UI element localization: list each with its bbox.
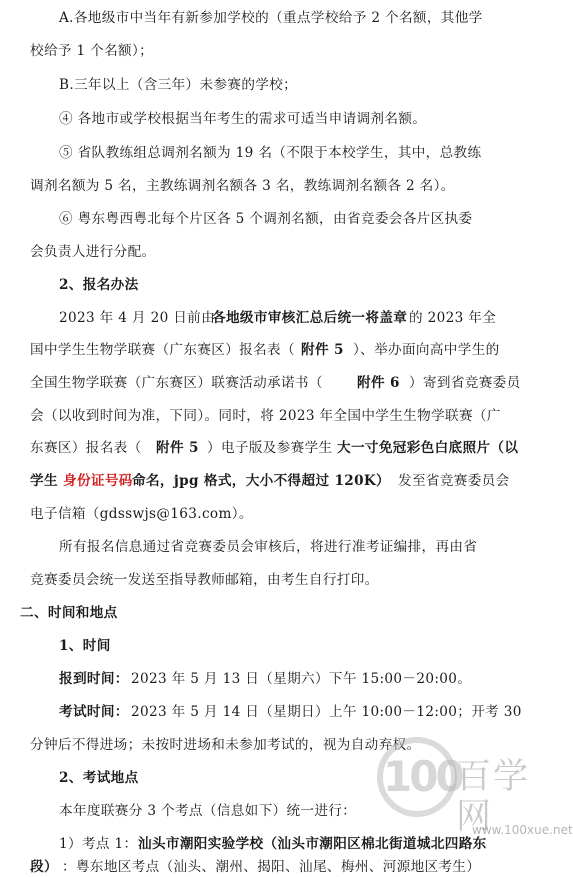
text-run: 2023 年 4 月 20 日前由	[59, 310, 216, 326]
bold-run: 附件 5	[301, 342, 344, 358]
section-heading	[0, 603, 556, 623]
text-run: ）电子版及参赛学生	[207, 440, 333, 456]
paragraph-line	[0, 702, 556, 722]
bold-run: 命名，jpg 格式，大小不得超过 120K）	[132, 473, 391, 489]
bold-run: 附件 5	[156, 440, 199, 456]
text-run: 本年度联赛分 3 个考点（信息如下）统一进行：	[59, 803, 357, 819]
paragraph-line	[0, 242, 556, 262]
paragraph-line	[0, 8, 556, 28]
id-number-highlight: 身份证号码	[63, 473, 133, 489]
bold-run: 汕头市潮阳实验学校（汕头市潮阳区棉北街道城北四路东	[138, 836, 487, 852]
paragraph-line	[0, 438, 556, 458]
text-run: 竞赛委员会统一发送至指导教师邮箱，由考生自行打印。	[30, 572, 379, 588]
text-run: 2023 年 5 月 13 日（星期六）下午 15:00－20:00。	[131, 671, 472, 687]
heading-text: 2、报名办法	[59, 277, 139, 293]
text-run: 分钟后不得进场；未按时进场和未参加考试的，视为自动弃权。	[30, 737, 421, 753]
paragraph-line	[0, 834, 556, 854]
text-run: 东赛区）报名表（	[30, 440, 142, 456]
text-run: 电子信箱（gdsswjs@163.com）。	[30, 506, 253, 522]
paragraph-line	[0, 537, 556, 557]
text-run: ⑤ 省队教练组总调剂名额为 19 名（不限于本校学生，其中，总教练	[59, 145, 482, 161]
paragraph-line	[0, 373, 556, 393]
text-run: 校给予 1 个名额）；	[30, 43, 154, 59]
bold-run: 报到时间：	[59, 671, 129, 687]
heading-text: 2、考试地点	[59, 770, 139, 786]
paragraph-line	[0, 471, 556, 491]
text-run: ）、举办面向高中学生的	[353, 342, 500, 358]
heading-text: 1、时间	[59, 638, 111, 654]
text-run: ④ 各地市或学校根据当年考生的需求可适当申请调剂名额。	[59, 111, 427, 127]
text-run: 的 2023 年全	[409, 310, 497, 326]
text-run: 调剂名额为 5 名，主教练调剂名额各 3 名，教练调剂名额各 2 名）。	[30, 178, 455, 194]
watermark-url: www.100xue.net	[472, 823, 573, 837]
text-run: ）寄到省竞赛委员	[409, 375, 521, 391]
watermark-logo-digits: 100	[383, 752, 462, 801]
text-run: 会（以收到时间为准，下同）。同时，将 2023 年全国中学生生物学联赛（广	[30, 408, 501, 424]
text-run: ：粤东地区考点（汕头、潮州、揭阳、汕尾、梅州、河源地区考生）	[62, 859, 481, 875]
paragraph-line	[0, 669, 556, 689]
bold-run: 段）	[30, 859, 58, 875]
text-run: 会负责人进行分配。	[30, 244, 156, 260]
text-run: 2023 年 5 月 14 日（星期日）上午 10:00－12:00；开考 30	[131, 704, 522, 720]
text-run: 发至省竞赛委员会	[398, 473, 510, 489]
paragraph-line	[0, 75, 556, 95]
watermark-site-name: 百学网	[456, 757, 531, 837]
paragraph-line	[0, 857, 556, 877]
text-run: B.三年以上（含三年）未参赛的学校；	[59, 77, 298, 93]
bold-run: 各地级市审核汇总后统一将盖章	[212, 310, 408, 326]
section-heading	[0, 275, 556, 295]
paragraph-line	[0, 570, 556, 590]
section-heading	[0, 636, 556, 656]
text-run: 国中学生生物学联赛（广东赛区）报名表（	[30, 342, 295, 358]
text-run: ⑥ 粤东粤西粤北每个片区各 5 个调剂名额，由省竞委会各片区执委	[59, 211, 473, 227]
paragraph-line	[0, 308, 556, 328]
paragraph-line	[0, 340, 556, 360]
paragraph-line	[0, 209, 556, 229]
bold-run: 考试时间：	[59, 704, 129, 720]
bold-run: 学生	[30, 473, 58, 489]
paragraph-line	[0, 41, 556, 61]
paragraph-line	[0, 143, 556, 163]
paragraph-line	[0, 406, 556, 426]
paragraph-line	[0, 735, 556, 755]
text-run: A.各地级市中当年有新参加学校的（重点学校给予 2 个名额，其他学	[59, 10, 483, 26]
bold-run: 附件 6	[357, 375, 400, 391]
paragraph-line	[0, 504, 556, 524]
bold-run: 大一寸免冠彩色白底照片（以	[337, 440, 519, 456]
paragraph-line	[0, 176, 556, 196]
text-run: 1）考点 1：	[59, 836, 138, 852]
text-run: 全国生物学联赛（广东赛区）联赛活动承诺书（	[30, 375, 323, 391]
heading-text: 二、时间和地点	[20, 605, 118, 621]
paragraph-line	[0, 109, 556, 129]
text-run: 所有报名信息通过省竞赛委员会审核后，将进行准考证编排，再由省	[59, 539, 478, 555]
